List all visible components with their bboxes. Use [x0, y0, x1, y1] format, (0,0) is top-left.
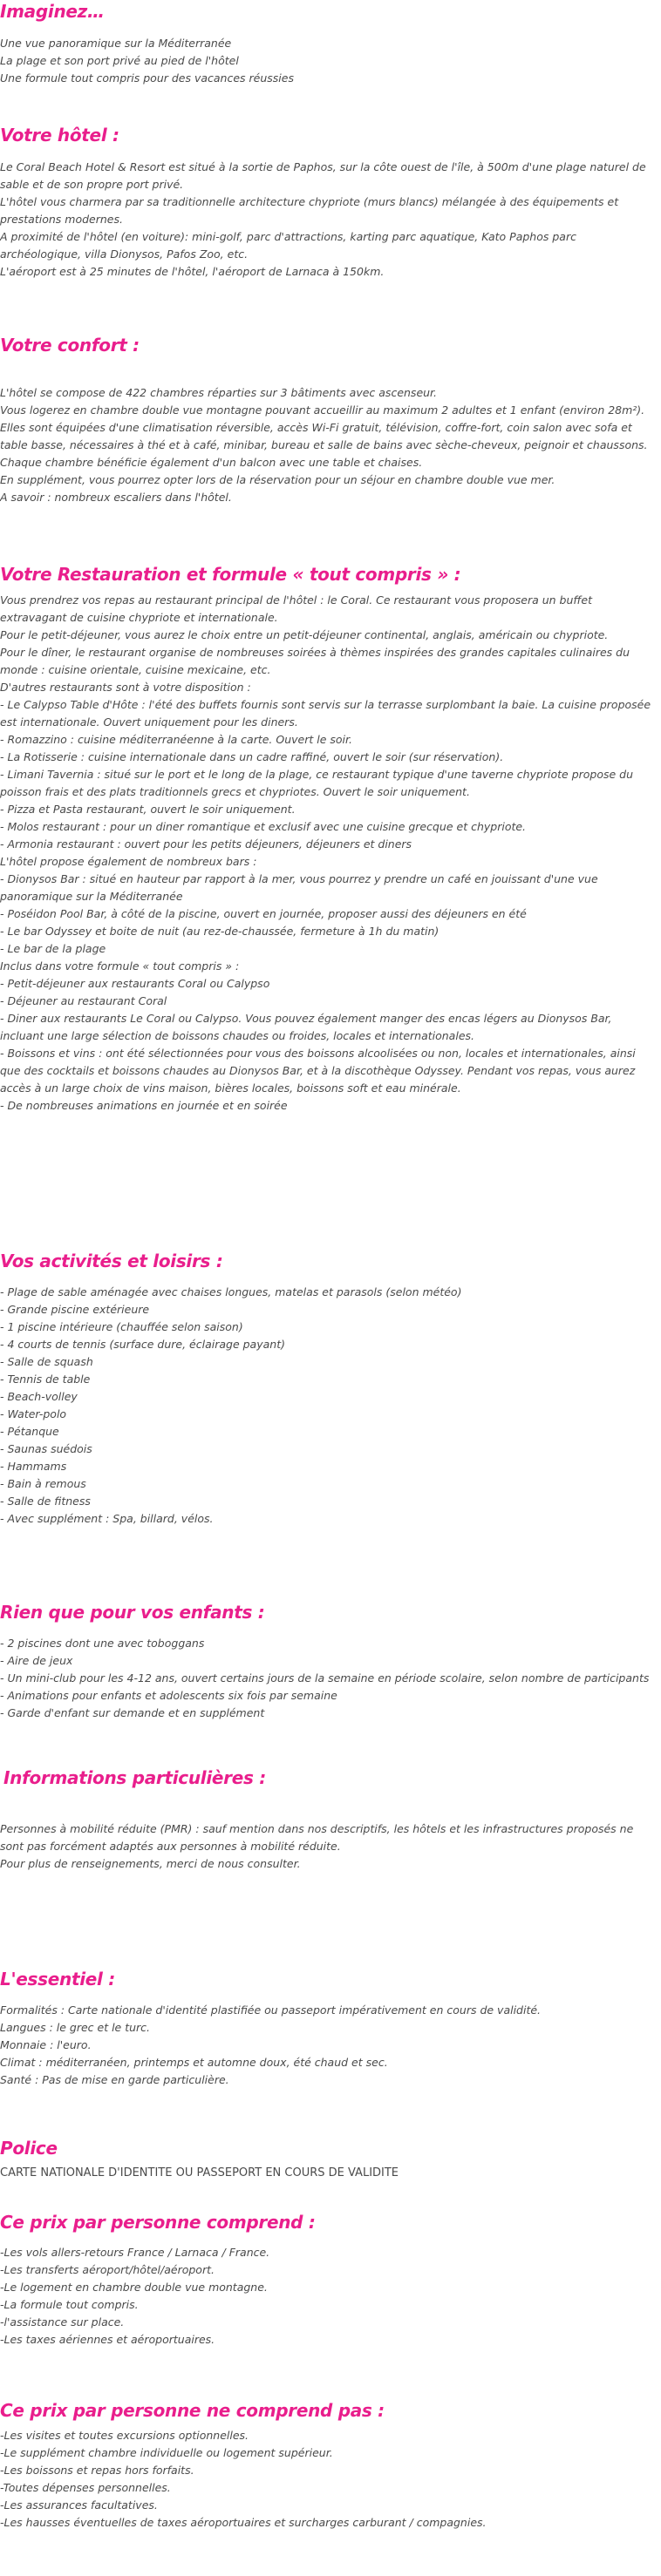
section-title: Votre confort :: [0, 335, 140, 356]
section-title: L'essentiel :: [0, 1969, 115, 1990]
text-line: - Animations pour enfants et adolescents six fois par semaine: [0, 1689, 337, 1702]
section-essentiel: [0, 1968, 652, 2089]
text-line: - Beach-volley: [0, 1390, 78, 1403]
text-line: - Pétanque: [0, 1425, 59, 1438]
text-line: Santé : Pas de mise en garde particulière.: [0, 2073, 229, 2086]
text-line: Monnaie : l'euro.: [0, 2038, 92, 2051]
text-line: - Avec supplément : Spa, billard, vélos.: [0, 1512, 214, 1525]
text-line: - Garde d'enfant sur demande et en supplément: [0, 1706, 265, 1719]
text-line: - Molos restaurant : pour un diner romantique et exclusif avec une cuisine grecque et chypriote.: [0, 820, 527, 833]
text-line: - Limani Tavernia : situé sur le port et le long de la plage, ce restaurant typique d'une taverne chypriote propose du poisson frais et des plats traditionnels grecs et chypriotes. Ouvert le soir uniquement.: [0, 768, 634, 798]
text-line: -La formule tout compris.: [0, 2298, 139, 2311]
text-line: - Le bar de la plage: [0, 942, 106, 955]
text-line: A proximité de l'hôtel (en voiture): mini-golf, parc d'attractions, karting parc aquatique, Kato Paphos parc archéologique, villa Dionysos, Pafos Zoo, etc.: [0, 230, 576, 261]
text-line: Pour le dîner, le restaurant organise de nombreuses soirées à thèmes inspirées des grandes capitales culinaires du monde : cuisine orientale, cuisine mexicaine, etc.: [0, 646, 630, 676]
section-title: Votre hôtel :: [0, 125, 119, 146]
text-line: L'hôtel propose également de nombreux bars :: [0, 855, 257, 868]
text-line: - Petit-déjeuner aux restaurants Coral ou Calypso: [0, 977, 270, 990]
text-line: -Le supplément chambre individuelle ou logement supérieur.: [0, 2446, 333, 2459]
text-line: - Le bar Odyssey et boite de nuit (au rez-de-chaussée, fermeture à 1h du matin): [0, 925, 440, 938]
text-line: - Boissons et vins : ont été sélectionnées pour vous des boissons alcoolisées ou non, locales et internationales, ainsi que des cocktails et boissons chaudes au Dionysos Bar, et à la discothèque Odyssey. Pendant vos repas, vous aurez accès à un large choix de vins maison, bières locales, boissons soft et eau minérale.: [0, 1047, 636, 1095]
section-police: [0, 2137, 652, 2182]
text-line: Pour plus de renseignements, merci de nous consulter.: [0, 1857, 301, 1870]
text-line: A savoir : nombreux escaliers dans l'hôtel.: [0, 491, 232, 504]
text-line: -Les taxes aériennes et aéroportuaires.: [0, 2333, 215, 2346]
text-line: En supplément, vous pourrez opter lors de la réservation pour un séjour en chambre double vue mer.: [0, 473, 555, 486]
text-line: - Déjeuner au restaurant Coral: [0, 994, 167, 1007]
section-body: [0, 384, 652, 506]
text-line: -Les boissons et repas hors forfaits.: [0, 2464, 194, 2477]
section-hotel: [0, 124, 652, 281]
section-title: Ce prix par personne ne comprend pas :: [0, 2400, 385, 2421]
section-body: [0, 2002, 652, 2089]
text-line: - Hammams: [0, 1460, 67, 1473]
text-line: - La Rotisserie : cuisine internationale dans un cadre raffiné, ouvert le soir (sur réservation).: [0, 750, 504, 763]
police-text: CARTE NATIONALE D'IDENTITE OU PASSEPORT EN COURS DE VALIDITE: [0, 2166, 399, 2179]
text-line: L'hôtel se compose de 422 chambres réparties sur 3 bâtiments avec ascenseur.: [0, 386, 438, 399]
text-line: Une formule tout compris pour des vacances réussies: [0, 71, 294, 85]
section-body: [0, 2244, 652, 2349]
text-line: -Les visites et toutes excursions optionnelles.: [0, 2429, 249, 2442]
text-line: D'autres restaurants sont à votre disposition :: [0, 681, 251, 694]
section-enfants: [0, 1601, 652, 1722]
text-line: -Les vols allers-retours France / Larnaca / France.: [0, 2246, 270, 2259]
text-line: -Toutes dépenses personnelles.: [0, 2481, 171, 2494]
section-imaginez: [0, 0, 652, 87]
section-nepas: [0, 2399, 652, 2532]
text-line: L'hôtel vous charmera par sa traditionnelle architecture chypriote (murs blancs) mélangée à des équipements et prestations modernes.: [0, 195, 619, 226]
text-line: -Le logement en chambre double vue montagne.: [0, 2281, 268, 2294]
text-line: L'aéroport est à 25 minutes de l'hôtel, l'aéroport de Larnaca à 150km.: [0, 265, 385, 278]
text-line: - 1 piscine intérieure (chauffée selon saison): [0, 1320, 243, 1333]
text-line: - Grande piscine extérieure: [0, 1303, 150, 1316]
text-line: -Les hausses éventuelles de taxes aéroportuaires et surcharges carburant / compagnies.: [0, 2516, 487, 2529]
text-line: - 4 courts de tennis (surface dure, éclairage payant): [0, 1338, 285, 1351]
section-infos: [0, 1766, 652, 1873]
text-line: - Le Calypso Table d'Hôte : l'été des buffets fournis sont servis sur la terrasse surplombant la baie. La cuisine proposée est internationale. Ouvert uniquement pour les diners.: [0, 698, 651, 729]
text-line: Formalités : Carte nationale d'identité plastifiée ou passeport impérativement en cours de validité.: [0, 2003, 542, 2017]
text-line: Le Coral Beach Hotel & Resort est situé à la sortie de Paphos, sur la côte ouest de l'île, à 500m d'une plage naturel de sable et de son propre port privé.: [0, 160, 646, 191]
section-title: Votre Restauration et formule « tout compris » :: [0, 564, 461, 585]
section-body: [0, 2427, 652, 2532]
text-line: - De nombreuses animations en journée et en soirée: [0, 1099, 288, 1112]
text-line: - Un mini-club pour les 4-12 ans, ouvert certains jours de la semaine en période scolaire, selon nombre de participants: [0, 1671, 650, 1685]
section-title: Imaginez…: [0, 1, 105, 22]
text-line: - 2 piscines dont une avec toboggans: [0, 1637, 205, 1650]
section-body: [0, 1820, 652, 1873]
text-line: -Les transferts aéroport/hôtel/aéroport.: [0, 2263, 215, 2276]
text-line: - Plage de sable aménagée avec chaises longues, matelas et parasols (selon météo): [0, 1285, 462, 1298]
section-confort: [0, 334, 652, 506]
text-line: Personnes à mobilité réduite (PMR) : sauf mention dans nos descriptifs, les hôtels et les infrastructures proposés ne sont pas forcément adaptés aux personnes à mobilité réduite.: [0, 1822, 634, 1853]
text-line: Pour le petit-déjeuner, vous aurez le choix entre un petit-déjeuner continental, anglais, américain ou chypriote.: [0, 628, 609, 641]
text-line: La plage et son port privé au pied de l'hôtel: [0, 54, 239, 67]
section-title: Ce prix par personne comprend :: [0, 2212, 316, 2233]
text-line: Vous prendrez vos repas au restaurant principal de l'hôtel : le Coral. Ce restaurant vous proposera un buffet extravagant de cuisine chypriote et internationale.: [0, 593, 592, 624]
section-title: Vos activités et loisirs :: [0, 1251, 223, 1271]
text-line: Climat : méditerranéen, printemps et automne doux, été chaud et sec.: [0, 2056, 388, 2069]
section-body: [0, 35, 652, 87]
text-line: - Salle de fitness: [0, 1495, 91, 1508]
text-line: - Water-polo: [0, 1407, 67, 1420]
text-line: - Diner aux restaurants Le Coral ou Calypso. Vous pouvez également manger des encas légers au Dionysos Bar, incluant une large sélection de boissons chaudes ou froides, locales et internationales.: [0, 1012, 612, 1042]
text-line: Chaque chambre bénéficie également d'un balcon avec une table et chaises.: [0, 456, 423, 469]
text-line: - Bain à remous: [0, 1477, 86, 1490]
text-line: - Armonia restaurant : ouvert pour les petits déjeuners, déjeuners et diners: [0, 837, 412, 851]
text-line: - Salle de squash: [0, 1355, 93, 1368]
text-line: - Tennis de table: [0, 1373, 91, 1386]
text-line: - Dionysos Bar : situé en hauteur par rapport à la mer, vous pourrez y prendre un café en jouissant d'une vue panoramique sur la Méditerranée: [0, 872, 598, 903]
text-line: Inclus dans votre formule « tout compris » :: [0, 959, 240, 973]
text-line: Une vue panoramique sur la Méditerranée: [0, 37, 232, 50]
text-line: - Poséidon Pool Bar, à côté de la piscine, ouvert en journée, proposer aussi des déjeuners en été: [0, 907, 527, 920]
section-body: [0, 1635, 652, 1722]
section-comprend: [0, 2211, 652, 2349]
section-title: Police: [0, 2138, 58, 2159]
text-line: - Aire de jeux: [0, 1654, 73, 1667]
section-body: [0, 592, 652, 1115]
text-line: -Les assurances facultatives.: [0, 2498, 158, 2512]
text-line: Vous logerez en chambre double vue montagne pouvant accueillir au maximum 2 adultes et 1 enfant (environ 28m²).: [0, 403, 645, 417]
section-body: [0, 1284, 652, 1528]
text-line: Elles sont équipées d'une climatisation réversible, accès Wi-Fi gratuit, télévision, coffre-fort, coin salon avec sofa et table basse, nécessaires à thé et à café, minibar, bureau et salle de bains avec sèche-cheveux, peignoir et chaussons.: [0, 421, 648, 451]
section-title: Informations particulières :: [3, 1767, 266, 1788]
text-line: - Pizza et Pasta restaurant, ouvert le soir uniquement.: [0, 803, 296, 816]
text-line: -l'assistance sur place.: [0, 2315, 125, 2329]
section-body: [0, 159, 652, 281]
text-line: - Saunas suédois: [0, 1442, 92, 1455]
text-line: Langues : le grec et le turc.: [0, 2021, 151, 2034]
section-activites: [0, 1250, 652, 1528]
text-line: - Romazzino : cuisine méditerranéenne à la carte. Ouvert le soir.: [0, 733, 352, 746]
section-title: Rien que pour vos enfants :: [0, 1602, 265, 1623]
section-restauration: [0, 563, 652, 1115]
